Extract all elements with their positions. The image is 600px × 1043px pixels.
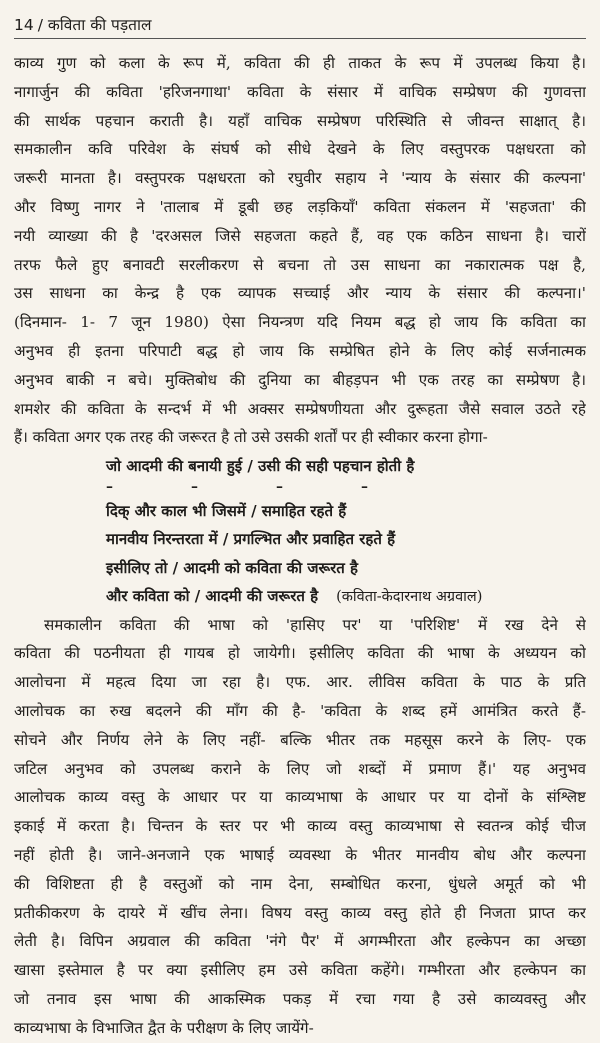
text-line: जो तनाव इस भाषा की आकस्मिक पकड़ में रचा गया है उसे काव्यवस्तु और (14, 990, 586, 1009)
dash: – (361, 478, 368, 495)
poem-line-2: दिक् और काल भी जिसमें / समाहित रहते हैं (106, 501, 347, 520)
poem-line-5-text: और कविता को / आदमी की जरूरत है (106, 587, 319, 606)
text-line: तरफ फैले हुए बनावटी सरलीकरण से बचना तो उस साधना का नकारात्मक पक्ष है, (14, 255, 586, 274)
dash: – (191, 478, 198, 495)
text-line: आलोचक काव्य वस्तु के आधार पर या काव्यभाषा के आधार पर या दोनों के संश्लिष्ट (14, 788, 586, 807)
text-line: काव्य गुण को कला के रूप में, कविता की ही ताकत के रूप में उपलब्ध किया है। (14, 54, 586, 72)
text-line: अनुभव बाकी न बचे। मुक्तिबोध की दुनिया का बीहड़पन भी एक तरह का सम्प्रेषण है। (14, 370, 586, 389)
poem-ellipsis-dashes (14, 478, 586, 497)
poem-line-5 (14, 582, 586, 611)
text-line: की विशिष्टता ही है वस्तुओं को नाम देना, सम्बोधित करना, धुंधले अमूर्त को भी (14, 874, 586, 893)
dash: – (276, 478, 283, 495)
poem-quote (14, 452, 586, 611)
text-line: शमशेर की कविता के सन्दर्भ में भी अक्सर सम्प्रेषणीयता और दुरूहता जैसे सवाल उठते रहे (14, 399, 586, 418)
text-line: नयी व्याख्या की है 'दरअसल जिसे सहजता कहते हैं, वह एक कठिन साधना है। चारों (14, 226, 586, 245)
poem-line-3: मानवीय निरन्तरता में / प्रगल्भित और प्रवाहित रहते हैं (106, 530, 396, 549)
page-number: 14 (14, 16, 34, 34)
text-line: सोचने और निर्णय लेने के लिए नहीं- बल्कि भीतर तक महसूस करने के लिए- एक (14, 730, 586, 749)
text-line: खासा इस्तेमाल है पर क्या इसीलिए हम उसे कविता कहेंगे। गम्भीरता और हल्केपन का (14, 961, 586, 980)
page-header (14, 12, 586, 39)
text-line: नागार्जुन की कविता 'हरिजनगाथा' कविता के संसार में वाचिक सम्प्रेषण की गुणवत्ता (14, 82, 586, 101)
running-title: / कविता की पड़ताल (37, 16, 152, 34)
text-line: उस साधना का केन्द्र है एक व्यापक सच्चाई और न्याय के संसार की कल्पना।' (14, 284, 586, 303)
poem-citation: (कविता-केदारनाथ अग्रवाल) (336, 589, 483, 606)
text-line: समकालीन कविता की भाषा को 'हासिए पर' या 'परिशिष्ट' में रख देने से (44, 615, 586, 634)
text-line: लेती है। विपिन अग्रवाल की कविता 'नंगे पैर' में अगम्भीरता और हल्केपन का अच्छा (14, 932, 586, 951)
text-line: प्रतीकीकरण के दायरे में खींच लेना। विषय वस्तु काव्य वस्तु होते ही निजता प्राप्त कर (14, 903, 586, 922)
text-line: नहीं होती है। जाने-अनजाने एक भाषाई व्यवस्था के भीतर मानवीय बोध और कल्पना (14, 846, 586, 865)
poem-line-1: जो आदमी की बनायी हुई / उसी की सही पहचान होती है (106, 457, 415, 476)
text-line: और विष्णु नागर ने 'तालाब में डूबी छह लड़कियाँ' कविता संकलन में 'सहजता' की (14, 197, 586, 216)
text-line: आलोचक का रुख बदलने की माँग की है- 'कविता के शब्द हमें आमंत्रित करते हैं- (14, 702, 586, 721)
text-line: कविता की पठनीयता ही गायब हो जायेगी। इसीलिए कविता की भाषा के अध्ययन को (14, 644, 586, 663)
text-line: इकाई में करता है। चिन्तन के स्तर पर भी काव्य वस्तु काव्यभाषा से स्वतन्त्र कोई चीज (14, 817, 586, 836)
text-line: की सार्थक पहचान कराती है। यहाँ वाचिक सम्प्रेषण परिस्थिति से जीवन्त साक्षात् है। (14, 111, 586, 130)
paragraph-2 (14, 611, 586, 1043)
text-line: हैं। कविता अगर एक तरह की जरूरत है तो उसे उसकी शर्तों पर ही स्वीकार करना होगा- (14, 428, 488, 447)
text-line: काव्यभाषा के विभाजित द्वैत के परीक्षण के लिए जायेंगे- (14, 1018, 314, 1037)
text-line: जटिल अनुभव को उपलब्ध कराने के लिए जो शब्दों में प्रमाण हैं।' यह अनुभव (14, 759, 586, 778)
paragraph-1 (14, 49, 586, 452)
text-line: समकालीन कवि परिवेश के संघर्ष को सीधे देखने के लिए वस्तुपरक पक्षधरता को (14, 140, 586, 159)
text-line: जरूरी मानता है। वस्तुपरक पक्षधरता को रघुवीर सहाय ने 'न्याय के संसार की कल्पना' (14, 169, 586, 188)
text-line: (दिनमान- 1- 7 जून 1980) ऐसा नियन्त्रण यदि नियम बद्ध हो जाय कि कविता का (14, 313, 586, 332)
text-line: आलोचना में महत्व दिया जा रहा है। एफ. आर. लीविस कविता के पाठ के प्रति (14, 673, 586, 692)
poem-line-4: इसीलिए तो / आदमी को कविता की जरूरत है (106, 558, 359, 577)
dash: – (106, 478, 113, 495)
text-line: अनुभव ही इतना परिपाटी बद्ध हो जाय कि सम्प्रेषित होने के लिए कोई सर्जनात्मक (14, 341, 586, 360)
